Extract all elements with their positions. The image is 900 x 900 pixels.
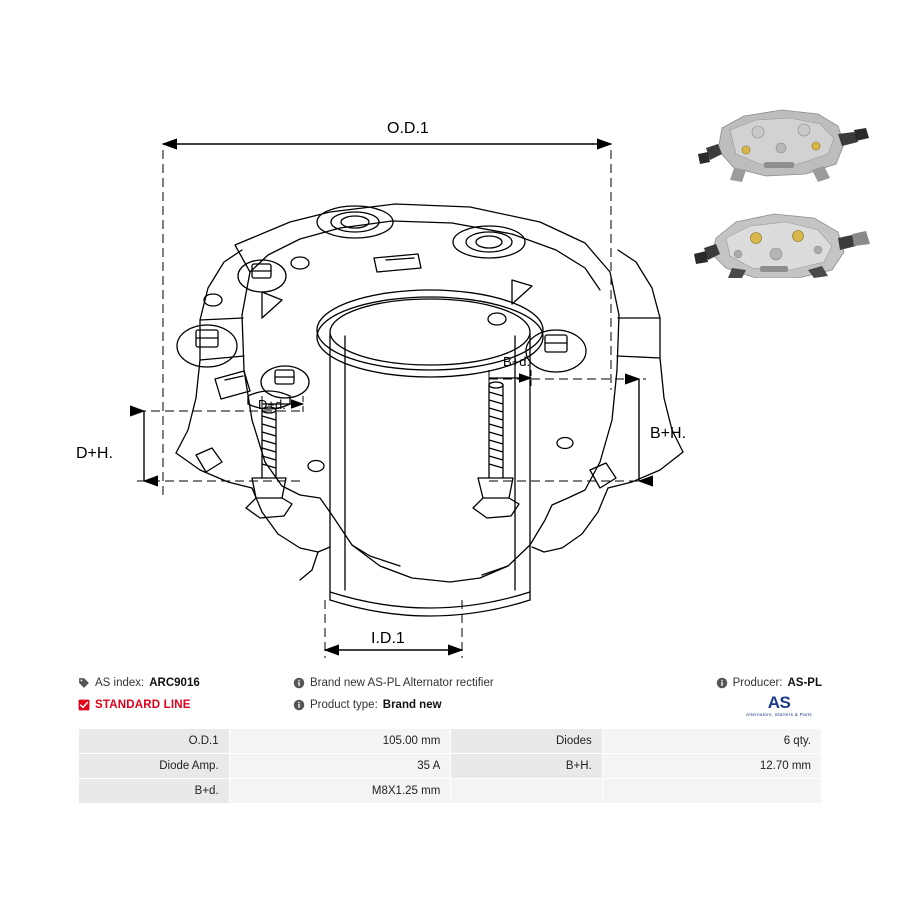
product-description-text: Brand new AS-PL Alternator rectifier xyxy=(310,677,494,689)
spec-value: 12.70 mm xyxy=(602,754,821,779)
dimension-label-bh: B+H. xyxy=(650,425,687,442)
table-row xyxy=(79,779,822,804)
table-row xyxy=(79,754,822,779)
spec-value: 105.00 mm xyxy=(229,729,451,754)
as-index-label: AS index: xyxy=(95,677,145,689)
table-row xyxy=(79,729,822,754)
dimension-label-bd: B+d. xyxy=(503,354,531,369)
spec-value: 6 qty. xyxy=(602,729,821,754)
brand-logo-mark: AS xyxy=(767,693,791,712)
spec-key: Diodes xyxy=(451,729,602,754)
product-type-value: Brand new xyxy=(382,699,442,711)
dimension-label-dd: D+d. xyxy=(258,397,286,412)
product-photo-bottom xyxy=(694,214,870,278)
as-index xyxy=(78,677,293,689)
producer-value: AS-PL xyxy=(787,677,822,689)
spec-key-empty xyxy=(451,779,602,804)
brand-logo-subtitle: Alternators, Starters & Parts xyxy=(746,712,812,717)
tag-icon xyxy=(78,677,90,689)
producer xyxy=(716,677,822,689)
dimension-label-dh: D+H. xyxy=(76,445,113,462)
product-description xyxy=(293,677,716,689)
info-row-1 xyxy=(78,672,822,694)
product-photo-top xyxy=(698,110,869,182)
specification-table xyxy=(78,728,822,804)
spec-value: 35 A xyxy=(229,754,451,779)
dimension-label-od1: O.D.1 xyxy=(387,120,429,137)
standard-line-label: STANDARD LINE xyxy=(95,699,191,711)
product-info xyxy=(78,672,822,716)
spec-key: B+d. xyxy=(79,779,230,804)
spec-value-empty xyxy=(602,779,821,804)
spec-key: B+H. xyxy=(451,754,602,779)
spec-key: Diode Amp. xyxy=(79,754,230,779)
as-index-value: ARC9016 xyxy=(149,677,200,689)
standard-line-badge xyxy=(78,699,293,711)
check-square-icon xyxy=(78,699,90,711)
spec-key: O.D.1 xyxy=(79,729,230,754)
product-photos xyxy=(686,88,882,278)
producer-label: Producer: xyxy=(732,677,783,689)
info-row-2 xyxy=(78,694,822,716)
info-icon xyxy=(293,699,305,711)
info-icon xyxy=(716,677,728,689)
info-icon xyxy=(293,677,305,689)
dimension-label-id1: I.D.1 xyxy=(371,630,405,647)
brand-logo xyxy=(736,694,822,717)
spec-value: M8X1.25 mm xyxy=(229,779,451,804)
product-type-label: Product type: xyxy=(310,699,378,711)
